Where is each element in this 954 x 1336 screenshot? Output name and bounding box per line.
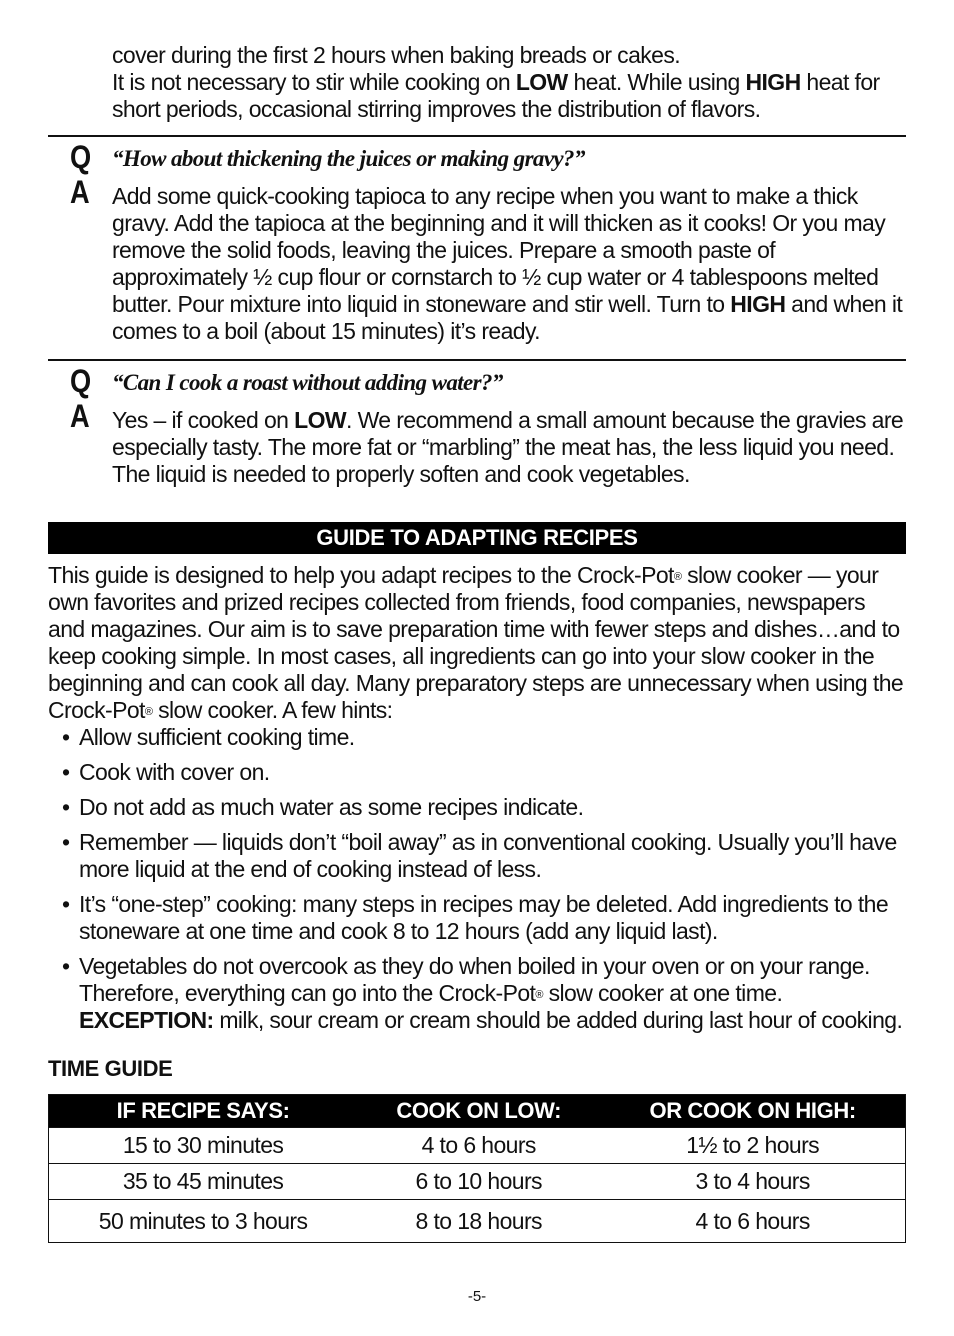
guide-text: This guide is designed to help you adapt recipes to the Crock-Pot	[48, 562, 674, 588]
list-item	[62, 724, 906, 751]
hint-text: Cook with cover on.	[79, 759, 270, 785]
registered-mark: ®	[144, 706, 153, 718]
answer-text	[70, 174, 906, 345]
registered-mark: ®	[673, 571, 682, 583]
page-content	[48, 42, 906, 1243]
qa-block-gravy	[48, 137, 906, 345]
list-item	[62, 794, 906, 821]
answer-body: and when it comes to a boil (about 15 minutes) it’s ready.	[112, 291, 903, 344]
qa-block-roast	[48, 361, 906, 488]
low-keyword: LOW	[515, 69, 568, 95]
time-guide-table	[48, 1094, 906, 1243]
guide-text: slow cooker — your own favorites and prized recipes collected from friends, food companies, newspapers and magazines. Our aim is to save preparation time with fewer steps and dishes…and to keep cooking simple. In most cases, all ingredients can go into your slow cooker in the beginning and can cook all day. Many preparatory steps are unnecessary when using the Crock-Pot	[48, 562, 904, 723]
table-cell: 15 to 30 minutes	[49, 1128, 358, 1164]
low-keyword: LOW	[294, 407, 346, 433]
high-keyword: HIGH	[730, 291, 786, 317]
list-item	[62, 953, 906, 1034]
question-text: “Can I cook a roast without adding water?”	[112, 370, 503, 395]
table-row	[49, 1164, 906, 1200]
answer-body: . We recommend a small amount because the gravies are especially tasty. The more fat or “marbling” the meat has, the less liquid you need. The liquid is needed to properly soften and cook vegetables.	[112, 407, 904, 487]
list-item	[62, 829, 906, 883]
bullet-icon: •	[62, 759, 70, 785]
question-mark-label: Q	[70, 139, 91, 175]
intro-line-2	[112, 69, 906, 123]
table-row	[49, 1128, 906, 1164]
answer-mark-label: A	[70, 174, 90, 210]
answer-text	[70, 398, 906, 488]
hint-text: Allow sufficient cooking time.	[79, 724, 355, 750]
table-cell: 1½ to 2 hours	[600, 1128, 905, 1164]
hints-list	[48, 724, 906, 1034]
hint-text: slow cooker at one time.	[542, 980, 783, 1006]
table-cell: 6 to 10 hours	[357, 1164, 600, 1200]
table-cell: 3 to 4 hours	[600, 1164, 905, 1200]
answer-body: Yes – if cooked on	[112, 407, 295, 433]
table-cell: 35 to 45 minutes	[49, 1164, 358, 1200]
question-text: “How about thickening the juices or making gravy?”	[112, 146, 585, 171]
intro-paragraph	[48, 42, 906, 123]
hint-text: Do not add as much water as some recipes indicate.	[79, 794, 584, 820]
bullet-icon: •	[62, 794, 70, 820]
registered-mark: ®	[535, 989, 543, 1001]
guide-paragraph	[48, 562, 906, 724]
answer-body: Add some quick-cooking tapioca to any recipe when you want to make a thick gravy. Add the tapioca at the beginning and it will thicken as it cooks! Or you may remove the solid foods, leaving the juices. Prepare a smooth paste of approximately ½ cup flour or cornstarch to ½ cup water or 4 tablespoons melted butter. Pour mixture into liquid in stoneware and stir well. Turn to	[112, 183, 886, 317]
column-header: OR COOK ON HIGH:	[600, 1095, 905, 1128]
table-cell: 50 minutes to 3 hours	[49, 1200, 358, 1243]
table-cell: 8 to 18 hours	[357, 1200, 600, 1243]
hint-text: milk, sour cream or cream should be added during last hour of cooking.	[213, 1007, 903, 1033]
table-cell: 4 to 6 hours	[600, 1200, 905, 1243]
intro-line-1: cover during the first 2 hours when baking breads or cakes.	[112, 42, 681, 68]
list-item	[62, 759, 906, 786]
section-heading-banner: GUIDE TO ADAPTING RECIPES	[48, 522, 906, 554]
bullet-icon: •	[62, 724, 70, 750]
table-row	[49, 1200, 906, 1243]
exception-label: EXCEPTION:	[79, 1007, 214, 1033]
intro-text: heat. While using	[567, 69, 746, 95]
page-number: -5-	[467, 1288, 487, 1305]
column-header: IF RECIPE SAYS:	[49, 1095, 358, 1128]
high-keyword: HIGH	[745, 69, 801, 95]
bullet-icon: •	[62, 891, 70, 917]
table-header-row	[49, 1095, 906, 1128]
guide-text: slow cooker. A few hints:	[152, 697, 393, 723]
hint-text: It’s “one-step” cooking: many steps in recipes may be deleted. Add ingredients to the stoneware at one time and cook 8 to 12 hours (add any liquid last).	[79, 891, 889, 944]
intro-text: heat for short periods, occasional stirring improves the distribution of flavors.	[112, 69, 880, 122]
column-header: COOK ON LOW:	[357, 1095, 600, 1128]
answer-mark-label: A	[70, 398, 90, 434]
question-mark-label: Q	[70, 363, 91, 399]
table-cell: 4 to 6 hours	[357, 1128, 600, 1164]
bullet-icon: •	[62, 953, 70, 979]
time-guide-heading: TIME GUIDE	[48, 1056, 173, 1081]
hint-text: Remember — liquids don’t “boil away” as in conventional cooking. Usually you’ll have more liquid at the end of cooking instead of less.	[79, 829, 897, 882]
intro-text: It is not necessary to stir while cooking on	[112, 69, 516, 95]
hint-text: Vegetables do not overcook as they do when boiled in your oven or on your range. Therefore, everything can go into the Crock-Pot	[79, 953, 870, 1006]
list-item	[62, 891, 906, 945]
bullet-icon: •	[62, 829, 70, 855]
